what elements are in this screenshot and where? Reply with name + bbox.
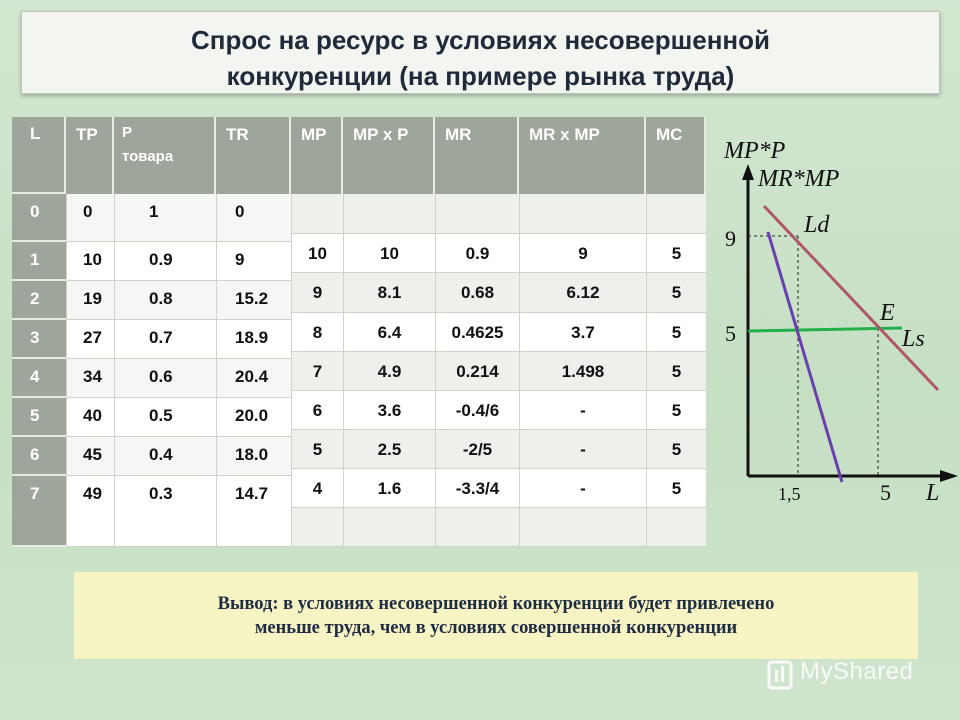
- table-cell-l: 3: [12, 320, 66, 359]
- table-cell: 49: [66, 476, 114, 547]
- header-cell: TR: [216, 117, 291, 194]
- table-cell: 19: [66, 281, 114, 320]
- table-cell: -: [519, 391, 646, 430]
- table-cell: 0.7: [114, 320, 216, 359]
- x-label-l: L: [926, 480, 940, 506]
- table-cell: 6.4: [343, 313, 435, 352]
- table-cell: 8: [291, 313, 343, 352]
- header-cell: P товара: [114, 117, 216, 194]
- ld-line: [764, 206, 938, 390]
- table-cell: 0.5: [114, 398, 216, 437]
- table-cell: 5: [646, 430, 706, 469]
- table-cell: 0.9: [114, 242, 216, 281]
- table-cell: 0.4625: [435, 313, 519, 352]
- table-cell: 8.1: [343, 273, 435, 313]
- header-cell: MR x MP: [519, 117, 646, 194]
- y-tick-9: 9: [725, 226, 736, 251]
- y-label-mrmp: MR*MP: [758, 166, 840, 192]
- table-cell: 27: [66, 320, 114, 359]
- table-cell: -0.4/6: [435, 391, 519, 430]
- table-cell: 0: [216, 194, 291, 242]
- table-cell: 0.68: [435, 273, 519, 313]
- e-label: E: [880, 300, 895, 326]
- header-cell: MR: [435, 117, 519, 194]
- table-cell-l: 1: [12, 242, 66, 281]
- conclusion-line-2: меньше труда, чем в условиях совершенной конкуренции: [254, 618, 738, 638]
- header-cell-l: L: [12, 117, 66, 194]
- labor-demand-graph: [712, 128, 960, 512]
- watermark-text: MyShared: [800, 658, 914, 685]
- table-cell: 40: [66, 398, 114, 437]
- ld-label: Ld: [804, 212, 830, 238]
- table-cell-empty: [343, 508, 435, 547]
- x-tick-1-5: 1,5: [778, 484, 801, 504]
- table-cell-empty: [435, 194, 519, 233]
- table-cell: 5: [646, 313, 706, 352]
- table-cell-empty: [519, 194, 646, 233]
- table-cell: -3.3/4: [435, 469, 519, 508]
- table-cell-empty: [291, 508, 343, 547]
- table-cell-empty: [291, 194, 343, 233]
- table-cell-empty: [519, 508, 646, 547]
- table-cell: 20.4: [216, 359, 291, 398]
- table-cell-empty: [435, 508, 519, 547]
- table-cell: 0.4: [114, 437, 216, 476]
- table-cell: 18.0: [216, 437, 291, 476]
- x-axis-arrow: [940, 470, 958, 482]
- header-cell: MC: [646, 117, 706, 194]
- table-cell-l: 6: [12, 437, 66, 476]
- table-cell: 7: [291, 352, 343, 391]
- table-cell: 5: [646, 273, 706, 313]
- table-cell: 9: [291, 273, 343, 313]
- table-cell: 4: [291, 469, 343, 508]
- title-line-2: конкуренции (на примере рынка труда): [226, 61, 735, 91]
- table-cell-l: 7: [12, 476, 66, 547]
- table-cell: 6.12: [519, 273, 646, 313]
- table-cell: 45: [66, 437, 114, 476]
- table-cell-empty: [646, 194, 706, 233]
- table-cell: 5: [291, 430, 343, 469]
- table-cell: 5: [646, 352, 706, 391]
- table-cell: -2/5: [435, 430, 519, 469]
- table-cell: -: [519, 430, 646, 469]
- x-tick-5: 5: [880, 480, 891, 505]
- watermark: [766, 654, 926, 694]
- table-cell-empty: [343, 194, 435, 233]
- table-cell: 2.5: [343, 430, 435, 469]
- table-cell-l: 0: [12, 194, 66, 242]
- table-cell: 5: [646, 469, 706, 508]
- table-cell: 0.6: [114, 359, 216, 398]
- table-cell-l: 4: [12, 359, 66, 398]
- table-cell: 1.498: [519, 352, 646, 391]
- slide-title: [21, 11, 940, 94]
- table-cell-empty: [646, 508, 706, 547]
- conclusion-box: [74, 572, 918, 659]
- table-cell: 15.2: [216, 281, 291, 320]
- watermark-logo-icon: [766, 658, 798, 692]
- table-cell: 5: [646, 234, 706, 273]
- table-cell: 20.0: [216, 398, 291, 437]
- header-cell: TP: [66, 117, 114, 194]
- table-cell: 4.9: [343, 352, 435, 391]
- table-cell: 0.8: [114, 281, 216, 320]
- table-cell: 1: [114, 194, 216, 242]
- table-cell: 0.214: [435, 352, 519, 391]
- ls-label: Ls: [902, 326, 925, 352]
- header-cell: MP: [291, 117, 343, 194]
- y-axis-arrow: [742, 164, 754, 180]
- table-cell-l: 5: [12, 398, 66, 437]
- y-label-mpp: MP*P: [724, 138, 786, 164]
- table-cell: 3.7: [519, 313, 646, 352]
- title-line-1: Спрос на ресурс в условиях несовершенной: [190, 25, 771, 55]
- table-cell: 18.9: [216, 320, 291, 359]
- table-cell: 34: [66, 359, 114, 398]
- table-cell: 3.6: [343, 391, 435, 430]
- table-cell: -: [519, 469, 646, 508]
- table-cell: 10: [343, 234, 435, 273]
- table-cell: 9: [519, 234, 646, 273]
- conclusion-line-1: Вывод: в условиях несовершенной конкуренции будет привлечено: [217, 594, 775, 614]
- table-cell: 14.7: [216, 476, 291, 547]
- table-cell: 1.6: [343, 469, 435, 508]
- table-cell-l: 2: [12, 281, 66, 320]
- table-cell: 0: [66, 194, 114, 242]
- table-cell: 5: [646, 391, 706, 430]
- table-cell: 0.9: [435, 234, 519, 273]
- header-cell: MP x P: [343, 117, 435, 194]
- table-cell: 10: [66, 242, 114, 281]
- table-cell: 9: [216, 242, 291, 281]
- table-cell: 10: [291, 234, 343, 273]
- table-cell: 0.3: [114, 476, 216, 547]
- mrmp-line: [768, 232, 842, 482]
- table-cell: 6: [291, 391, 343, 430]
- y-tick-5: 5: [725, 321, 736, 346]
